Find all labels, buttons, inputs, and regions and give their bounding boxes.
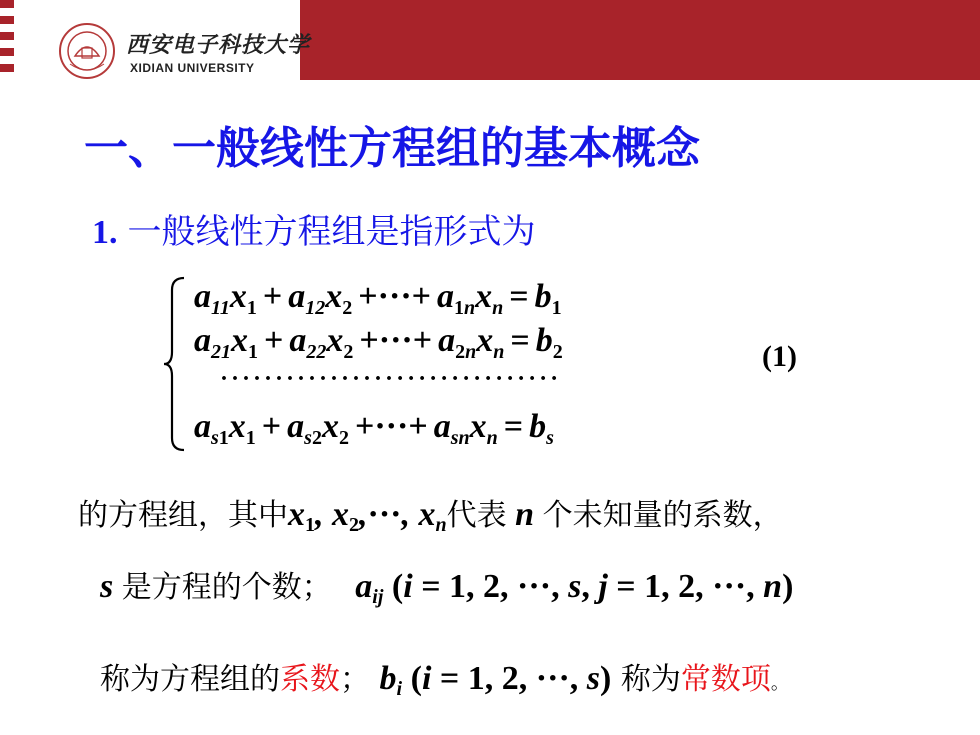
university-logo-icon [58,22,116,80]
text-line1-c: 个未知量的系数， [542,498,783,533]
text-line3-a: 称为方程组的 [100,662,280,697]
text-line2-a: 是方程的个数； [121,570,332,605]
text-line3-c: 称为 [620,662,681,697]
section-subtitle [92,204,536,253]
header-stripes [0,0,14,80]
text-line1-b: 代表 [446,498,507,533]
equation-number: (1) [762,340,797,373]
text-line3-b: ； [340,662,370,697]
equation-row-1: $a_{11}x_1 + a_{12}x_2$ +···+ $a_{1n}x_n = b_1$ [194,278,562,319]
text-line1-a: 的方程组，其中 [78,498,288,533]
page-title: 一、一般线性方程组的基本概念 [84,123,700,174]
equation-ellipsis: ······························· [220,366,562,392]
unknowns-math: $x_1$, $x_2,\cdot\cdot\cdot$, $x_n$ [288,496,447,536]
constant-term: 常数项 [680,662,771,697]
text-line-3 [100,654,789,701]
header-bar [300,0,980,80]
equation-row-2: $a_{21}x_1 + a_{22}x_2$ +···+ $a_{2n}x_n = b_2$ [194,322,563,363]
text-line3-end: 。 [770,673,789,694]
left-brace-icon [162,276,188,452]
bi-math: $b_i$ (i = 1, 2, ···, s) [379,660,612,700]
equation-row-s: $a_{s1}x_1 + a_{s2}x_2$ +···+ $a_{sn}x_n = b_s$ [194,408,554,449]
subtitle-text: 一般线性方程组是指形式为 [127,212,536,252]
text-line-1 [78,490,783,537]
s-math: s [100,568,122,605]
university-name-en: XIDIAN UNIVERSITY [130,61,255,75]
coefficient-term: 系数 [280,662,340,697]
aij-math: $a_{ij}$ (i = 1, 2, ···, s, j = 1, 2, ···, n) [355,568,794,608]
text-line-2 [100,562,793,609]
subtitle-number: 1. [92,214,118,251]
n-math: n [506,496,543,533]
university-name-cn: 西安电子科技大学 [126,32,311,58]
